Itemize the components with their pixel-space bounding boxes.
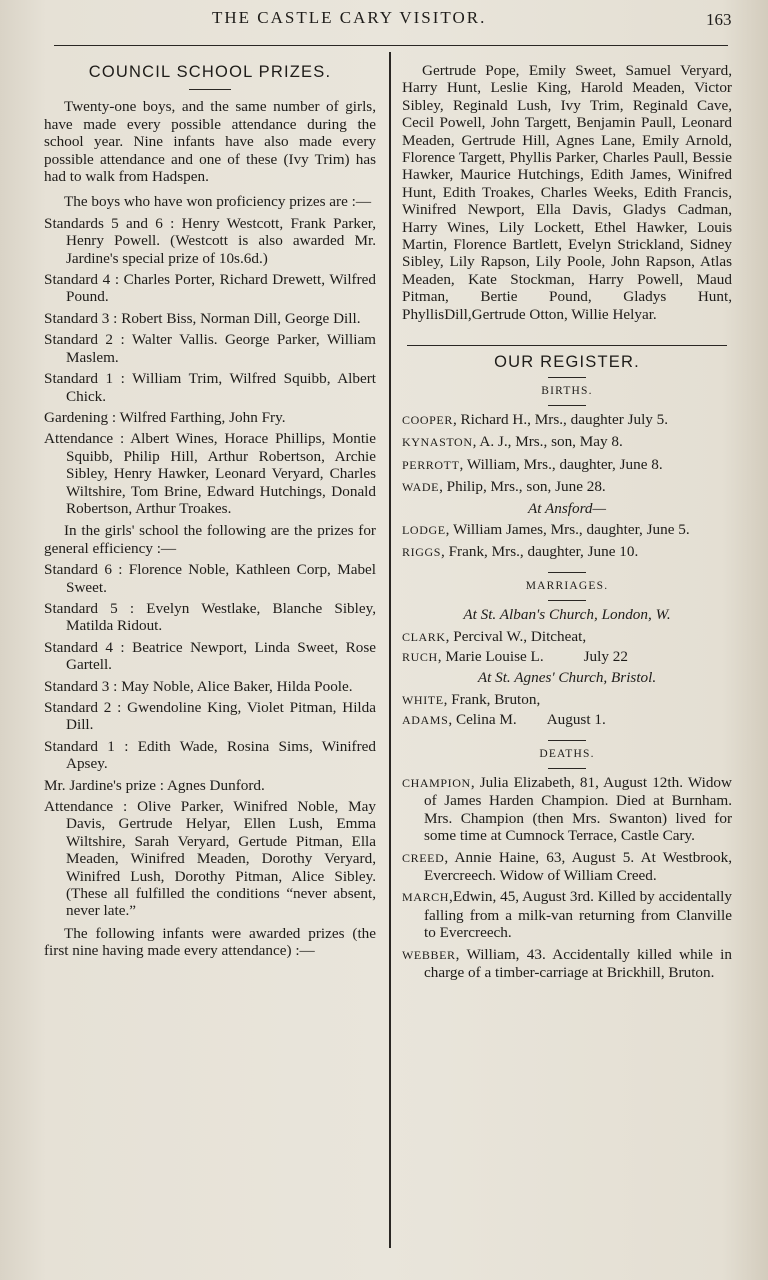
infants-list: Gertrude Pope, Emily Sweet, Samuel Veryard, Harry Hunt, Leslie King, Harold Meaden, Victor Sibley, Reginald Lush, Ivy Trim, Reginald Cave, Cecil Powell, John Targett, Benjamin Paull, Leonard Meaden, Gertrude Hill, Agnes Lane, Emily Arnold, Florence Targett, Phyllis Parker, Charles Paull, Bessie Hawker, Maurice Hutchings, Edith James, Winifred Hunt, Edith Troakes, Charles Weeks, Edith Francis, Winifred Newport, Ella Davis, Gladys Cadman, Harry Wines, Lily Lockett, Ethel Hawker, Louis Martin, Florence Bartlett, Evelyn Strickland, Sidney Sibley, Lily Rapson, Lily Poole, John Rapson, Atlas Meaden, Kate Stockman, Harry Powell, Maud Pitman, Bertie Pound, Gladys Hunt, PhyllisDill,Gertrude Otton, Willie Helyar. [402, 62, 732, 323]
entry-text: , Julia Elizabeth, 81, August 12th. Widow of James Harden Champion. Died at Burnham. Mrs. Champion (then Mrs. Swanton) lived for some time at Cumnock Terrace, Castle Cary. [424, 774, 732, 845]
marriage-entry [402, 691, 732, 709]
surname: MARCH [402, 890, 450, 905]
infants-intro: The following infants were awarded prizes (the first nine having made every attendance) :— [44, 924, 376, 960]
deaths-divider [548, 768, 586, 769]
girls-prize-entry: Standard 1 : Edith Wade, Rosina Sims, Winifred Apsey. [44, 737, 376, 773]
surname: CHAMPION [402, 776, 471, 790]
jardine-prize: Mr. Jardine's prize : Agnes Dunford. [44, 776, 265, 794]
entry-text: , Percival W., Ditcheat, [445, 627, 587, 645]
births-divider [548, 405, 586, 406]
boys-prize-entry: Standard 4 : Charles Porter, Richard Drewett, Wilfred Pound. [44, 271, 376, 306]
marriages-divider [548, 600, 586, 601]
girls-attendance-entry: Attendance : Olive Parker, Winifred Noble, May Davis, Gertrude Helyar, Ellen Lush, Emma Wiltshire, Sarah Veryard, Gertude Pitman, Ella Meaden, Winifred Meaden, Dorothy Veryard, Winifred Lush, Dorothy Pitman, Alice Sibley. (These all fulfilled the conditions “never absent, never late.” [44, 798, 376, 920]
marriage-place: At St. Alban's Church, London, W. [463, 606, 671, 624]
entry-text: , Celina M. [448, 711, 517, 729]
birth-entry [402, 521, 732, 539]
entry-text: , Philip, Mrs., son, June 28. [439, 478, 606, 496]
marriage-entry [402, 648, 732, 666]
surname: CLARK [402, 629, 446, 644]
ansford-label: At Ansford— [527, 499, 607, 517]
entry-text: , Annie Haine, 63, August 5. At Westbrook, Evercreech. Widow of William Creed. [424, 848, 732, 885]
boys-prize-entry: Standard 2 : Walter Vallis. George Parker, William Maslem. [44, 331, 376, 366]
boys-prize-entry: Gardening : Wilfred Farthing, John Fry. [44, 408, 286, 426]
boys-attendance-entry: Attendance : Albert Wines, Horace Phillips, Montie Squibb, Philip Hill, Arthur Robertson, Archie Sibley, Henry Hawker, Leonard Veryard, Charles Wiltshire, Tom Brine, Edward Hutchings, Donald Robertson, Arthur Troakes. [44, 430, 376, 517]
birth-entry [402, 478, 732, 496]
page-number: 163 [706, 10, 732, 29]
surname: LODGE [402, 522, 446, 537]
death-entry [402, 946, 732, 982]
marriage-entry [402, 711, 732, 729]
entry-text: , William James, Mrs., daughter, June 5. [445, 520, 690, 538]
intro-paragraph: Twenty-one boys, and the same number of girls, have made every possible attendance during the school year. Nine infants have also made every possible attendance and one of these (Ivy Trim) has had to walk from Hadspen. [44, 98, 376, 186]
marriage-date: August 1. [546, 711, 606, 729]
marriages-divider-top [548, 572, 586, 573]
surname: WHITE [402, 692, 444, 707]
surname: ADAMS [402, 713, 449, 728]
boys-prize-entry: Standard 3 : Robert Biss, Norman Dill, George Dill. [44, 309, 361, 327]
girls-prize-entry: Standard 3 : May Noble, Alice Baker, Hilda Poole. [44, 677, 353, 695]
girls-intro: In the girls' school the following are the prizes for general efficiency :— [44, 522, 376, 557]
surname: KYNASTON [402, 435, 473, 450]
entry-text: , Richard H., Mrs., daughter July 5. [452, 410, 669, 428]
entry-text: , Frank, Mrs., daughter, June 10. [441, 543, 639, 561]
girls-prize-entry: Standard 5 : Evelyn Westlake, Blanche Sibley, Matilda Ridout. [44, 599, 376, 635]
section-rule [407, 345, 727, 346]
surname: WEBBER [402, 947, 456, 962]
running-header [0, 6, 768, 36]
surname: RUCH [402, 649, 438, 664]
birth-entry [402, 411, 732, 429]
council-heading: COUNCIL SCHOOL PRIZES. [88, 63, 332, 81]
girls-prize-entry: Standard 6 : Florence Noble, Kathleen Corp, Mabel Sweet. [44, 561, 376, 596]
entry-text: , Marie Louise L. [437, 647, 544, 665]
boys-prize-entry: Standards 5 and 6 : Henry Westcott, Frank Parker, Henry Powell. (Westcott is also awarded Mr. Jardine's special prize of 10s.6d.) [44, 214, 376, 267]
marriage-place: At St. Agnes' Church, Bristol. [477, 669, 657, 687]
surname: RIGGS [402, 545, 442, 560]
register-heading: OUR REGISTER. [494, 353, 640, 372]
surname: CREED [402, 850, 445, 865]
entry-text: , Frank, Bruton, [443, 690, 541, 708]
publication-title: THE CASTLE CARY VISITOR. [212, 8, 487, 27]
births-label: BIRTHS. [541, 384, 593, 397]
birth-entry [402, 433, 732, 451]
heading-divider [548, 377, 586, 378]
surname: COOPER [402, 412, 453, 427]
entry-text: , William, Mrs., daughter, June 8. [459, 455, 663, 473]
birth-entry [402, 543, 732, 561]
death-entry [402, 888, 732, 941]
death-entry [402, 849, 732, 885]
surname: PERROTT [402, 457, 460, 472]
girls-prize-entry: Standard 2 : Gwendoline King, Violet Pitman, Hilda Dill. [44, 699, 376, 734]
deaths-label: DEATHS. [539, 747, 595, 760]
left-column [44, 54, 376, 960]
right-column [402, 54, 732, 981]
boys-prize-entry: Standard 1 : William Trim, Wilfred Squibb, Albert Chick. [44, 370, 376, 405]
surname: WADE [402, 480, 440, 495]
header-rule [54, 45, 728, 46]
entry-text: , A. J., Mrs., son, May 8. [472, 433, 623, 451]
death-entry [402, 774, 732, 845]
deaths-divider-top [548, 740, 586, 741]
birth-entry [402, 456, 732, 474]
marriages-label: MARRIAGES. [525, 579, 609, 592]
heading-divider [189, 89, 231, 90]
marriage-entry [402, 628, 732, 646]
marriage-date: July 22 [583, 647, 628, 665]
entry-text: , William, 43. Accidentally killed while in charge of a timber-carriage at Brickhill, Bruton. [424, 945, 732, 982]
entry-text: ,Edwin, 45, August 3rd. Killed by accidentally falling from a milk-van returning from Clanville to Evercreech. [424, 888, 732, 942]
boys-intro: The boys who have won proficiency prizes are :— [64, 193, 372, 211]
girls-prize-entry: Standard 4 : Beatrice Newport, Linda Sweet, Rose Gartell. [44, 638, 376, 674]
column-rule [389, 52, 391, 1248]
